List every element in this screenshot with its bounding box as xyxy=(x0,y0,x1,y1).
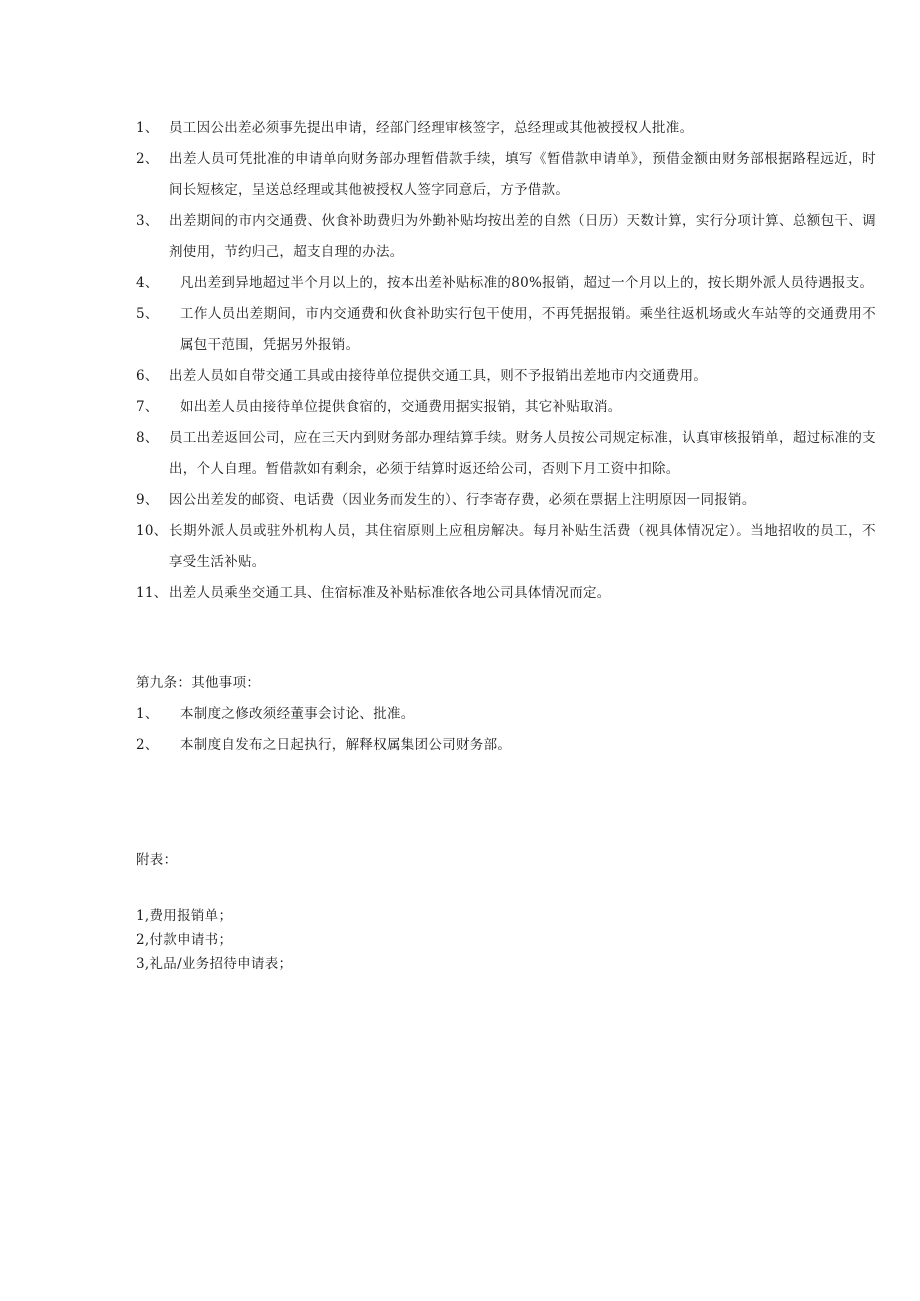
appendix-item-payment-request: 2,付款申请书； xyxy=(136,932,233,948)
rule-item-4 xyxy=(136,268,876,299)
rule-number: 9、 xyxy=(136,492,159,508)
rule-text: 员工出差返回公司，应在三天内到财务部办理结算手续。财务人员按公司规定标准，认真审核报销单，超过标准的支出，个人自理。暂借款如有剩余，必须于结算时返还给公司，否则下月工资中扣除。 xyxy=(169,430,876,477)
rule-item-1 xyxy=(136,113,876,144)
appendix-item-gift-entertainment-form: 3,礼品/业务招待申请表； xyxy=(136,956,293,972)
rule-item-8 xyxy=(136,423,876,485)
rule-number: 4、 xyxy=(136,275,159,291)
rule-text: 长期外派人员或驻外机构人员，其住宿原则上应租房解决。每月补贴生活费（视具体情况定）。当地招收的员工，不享受生活补贴。 xyxy=(169,523,876,570)
rule-text: 凡出差到异地超过半个月以上的，按本出差补贴标准的80%报销，超过一个月以上的，按长期外派人员待遇报支。 xyxy=(180,275,874,291)
rule-item-7 xyxy=(136,392,876,423)
article-nine-section xyxy=(136,668,876,761)
rule-number: 1、 xyxy=(136,120,159,136)
rule-item-5 xyxy=(136,299,876,361)
rule-item-6 xyxy=(136,361,876,392)
rule-number: 10、 xyxy=(136,523,168,539)
rule-number: 5、 xyxy=(136,306,159,322)
rule-text: 出差期间的市内交通费、伙食补助费归为外勤补贴均按出差的自然（日历）天数计算，实行分项计算、总额包干、调剂使用，节约归己，超支自理的办法。 xyxy=(169,213,876,260)
rule-text: 出差人员乘坐交通工具、住宿标准及补贴标准依各地公司具体情况而定。 xyxy=(169,585,611,601)
article-nine-heading: 第九条：其他事项： xyxy=(136,675,261,691)
appendix-item-expense-form: 1,费用报销单； xyxy=(136,908,233,924)
item-text: 本制度自发布之日起执行，解释权属集团公司财务部。 xyxy=(180,737,512,753)
rule-text: 工作人员出差期间，市内交通费和伙食补助实行包干使用，不再凭据报销。乘坐往返机场或火车站等的交通费用不属包干范围，凭据另外报销。 xyxy=(180,306,876,353)
rule-number: 3、 xyxy=(136,213,159,229)
rule-item-9 xyxy=(136,485,876,516)
appendix-list xyxy=(136,904,292,976)
rule-number: 8、 xyxy=(136,430,159,446)
rule-number: 11、 xyxy=(136,585,168,601)
rule-item-10 xyxy=(136,516,876,578)
article-nine-item-2 xyxy=(136,730,876,761)
rule-text: 因公出差发的邮资、电话费（因业务而发生的）、行李寄存费，必须在票据上注明原因一同报销。 xyxy=(169,492,756,508)
item-number: 1、 xyxy=(136,706,159,722)
article-nine-item-1 xyxy=(136,699,876,730)
rule-text: 如出差人员由接待单位提供食宿的，交通费用据实报销，其它补贴取消。 xyxy=(180,399,622,415)
rule-number: 2、 xyxy=(136,151,159,167)
rule-text: 员工因公出差必须事先提出申请，经部门经理审核签字，总经理或其他被授权人批准。 xyxy=(169,120,694,136)
appendix-section xyxy=(136,848,292,976)
rule-item-2 xyxy=(136,144,876,206)
rule-item-11 xyxy=(136,578,876,609)
item-number: 2、 xyxy=(136,737,159,753)
rule-number: 6、 xyxy=(136,368,159,384)
rule-text: 出差人员如自带交通工具或由接待单位提供交通工具，则不予报销出差地市内交通费用。 xyxy=(169,368,708,384)
appendix-heading: 附表： xyxy=(136,852,178,868)
rule-number: 7、 xyxy=(136,399,159,415)
rule-item-3 xyxy=(136,206,876,268)
item-text: 本制度之修改须经董事会讨论、批准。 xyxy=(180,706,415,722)
rule-text: 出差人员可凭批准的申请单向财务部办理暂借款手续，填写《暂借款申请单》，预借金额由财务部根据路程远近，时间长短核定，呈送总经理或其他被授权人签字同意后，方予借款。 xyxy=(169,151,876,198)
expense-rules-list xyxy=(136,113,876,609)
